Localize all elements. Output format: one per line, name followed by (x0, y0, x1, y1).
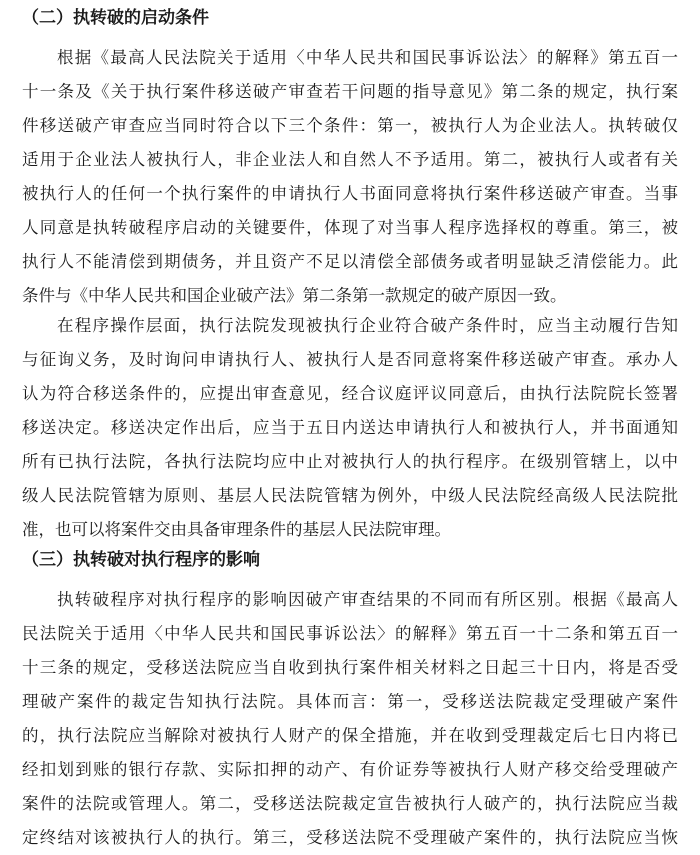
paragraph-line: 经扣划到账的银行存款、实际扣押的动产、有价证券等被执行人财产移交给受理破产 (22, 760, 678, 779)
paragraph-line: 理破产案件的裁定告知执行法院。具体而言：第一，受移送法院裁定受理破产案件 (22, 692, 678, 711)
paragraph-line: 条件与《中华人民共和国企业破产法》第二条第一款规定的破产原因一致。 (22, 286, 567, 305)
paragraph-line: 被执行人的任何一个执行案件的申请执行人书面同意将执行案件移送破产审查。当事 (22, 184, 678, 203)
paragraph-line: 所有已执行法院，各执行法院均应中止对被执行人的执行程序。在级别管辖上，以中 (22, 452, 678, 471)
paragraph-line: 十一条及《关于执行案件移送破产审查若干问题的指导意见》第二条的规定，执行案 (22, 82, 678, 101)
paragraph-line: 执转破程序对执行程序的影响因破产审查结果的不同而有所区别。根据《最高人 (57, 590, 678, 609)
paragraph (22, 41, 678, 313)
paragraph-line: 适用于企业法人被执行人，非企业法人和自然人不予适用。第二，被执行人或者有关 (22, 150, 678, 169)
paragraph-line: 与征询义务，及时询问申请执行人、被执行人是否同意将案件移送破产审查。承办人 (22, 350, 678, 369)
paragraph-line: 移送决定。移送决定作出后，应当于五日内送达申请执行人和被执行人，并书面通知 (22, 418, 678, 437)
paragraph-line: 级人民法院管辖为原则、基层人民法院管辖为例外，中级人民法院经高级人民法院批 (22, 486, 678, 505)
paragraph (22, 583, 678, 855)
paragraph-line: 十三条的规定，受移送法院应当自收到执行案件相关材料之日起三十日内，将是否受 (22, 658, 678, 677)
paragraph-line: 根据《最高人民法院关于适用〈中华人民共和国民事诉讼法〉的解释》第五百一 (57, 48, 678, 67)
paragraph-line: 在程序操作层面，执行法院发现被执行企业符合破产条件时，应当主动履行告知 (57, 316, 678, 335)
paragraph-line: 件移送破产审查应当同时符合以下三个条件：第一，被执行人为企业法人。执转破仅 (22, 116, 678, 135)
paragraph-line: 定终结对该被执行人的执行。第三，受移送法院不受理破产案件的，执行法院应当恢 (22, 828, 678, 847)
section-heading: （三）执转破对执行程序的影响 (22, 550, 260, 570)
paragraph-line: 人同意是执转破程序启动的关键要件，体现了对当事人程序选择权的尊重。第三，被 (22, 218, 678, 237)
paragraph-line: 案件的法院或管理人。第二，受移送法院裁定宣告被执行人破产的，执行法院应当裁 (22, 794, 678, 813)
paragraph-line: 执行人不能清偿到期债务，并且资产不足以清偿全部债务或者明显缺乏清偿能力。此 (22, 252, 678, 271)
paragraph (22, 309, 678, 547)
section-heading: （二）执转破的启动条件 (22, 8, 209, 28)
paragraph-line: 准，也可以将案件交由具备审理条件的基层人民法院审理。 (22, 520, 451, 539)
paragraph-line: 的，执行法院应当解除对被执行人财产的保全措施，并在收到受理裁定后七日内将已 (22, 726, 678, 745)
paragraph-line: 认为符合移送条件的，应提出审查意见，经合议庭评议同意后，由执行法院院长签署 (22, 384, 678, 403)
paragraph-line: 民法院关于适用〈中华人民共和国民事诉讼法〉的解释》第五百一十二条和第五百一 (22, 624, 678, 643)
